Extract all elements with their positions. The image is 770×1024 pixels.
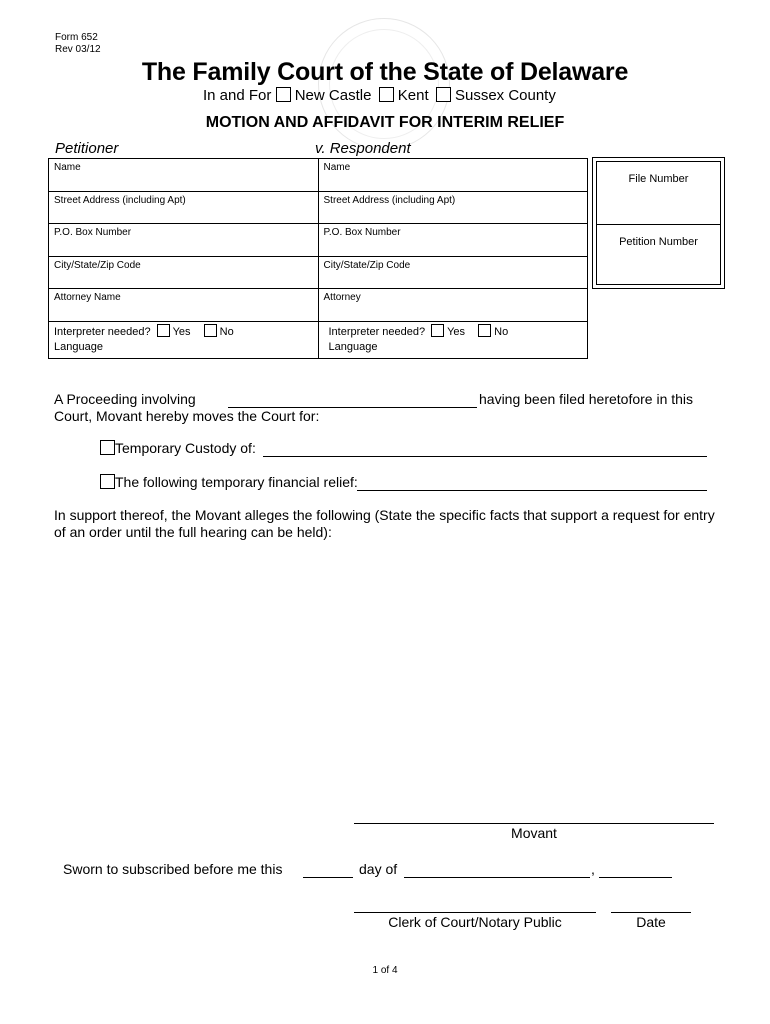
petitioner-street-field[interactable]	[49, 192, 319, 224]
support-statement: In support thereof, the Movant alleges the following (State the specific facts that support a request for entry of an order until the full hearing can be held):	[54, 507, 715, 540]
petitioner-language-label: Language	[54, 341, 103, 353]
petitioner-attorney-field[interactable]	[49, 289, 319, 322]
respondent-no-label: No	[494, 326, 509, 338]
custody-label: Temporary Custody of:	[115, 440, 256, 456]
petitioner-yes-label: Yes	[172, 326, 191, 338]
form-number: Form 652	[55, 32, 98, 43]
petition-number-label: Petition Number	[619, 236, 698, 248]
petitioner-interpreter-label: Interpreter needed?	[54, 326, 151, 338]
financial-label: The following temporary financial relief:	[115, 474, 358, 490]
respondent-interpreter-field	[318, 322, 588, 359]
petition-number-field[interactable]	[597, 226, 720, 284]
movant-label: Movant	[511, 825, 557, 841]
respondent-pobox-field[interactable]	[318, 224, 588, 257]
petitioner-no-label: No	[219, 326, 234, 338]
respondent-pobox-label: P.O. Box Number	[323, 227, 401, 238]
custody-line[interactable]	[263, 456, 707, 457]
page-number: 1 of 4	[372, 965, 398, 976]
sworn-month-line[interactable]	[404, 877, 590, 878]
form-meta	[55, 32, 101, 56]
movant-signature-line[interactable]	[354, 823, 714, 824]
respondent-city-label: City/State/Zip Code	[323, 260, 411, 271]
date-signature-line[interactable]	[611, 912, 691, 913]
kent-label: Kent	[397, 87, 429, 104]
respondent-yes-label: Yes	[447, 326, 466, 338]
file-number-label: File Number	[628, 173, 689, 185]
proceeding-line2: Court, Movant hereby moves the Court for:	[54, 408, 320, 424]
petitioner-heading: Petitioner	[55, 140, 119, 157]
county-selector	[203, 87, 556, 104]
clerk-label: Clerk of Court/Notary Public	[388, 914, 562, 930]
custody-checkbox[interactable]	[100, 440, 115, 455]
sworn-comma: ,	[591, 861, 595, 877]
proceeding-tail: having been filed heretofore in this	[479, 391, 694, 407]
respondent-name-label: Name	[323, 162, 351, 173]
respondent-language-label: Language	[328, 341, 378, 353]
sworn-lead: Sworn to subscribed before me this	[63, 861, 283, 877]
respondent-name-field[interactable]	[318, 159, 588, 192]
new-castle-checkbox[interactable]	[276, 87, 291, 102]
respondent-street-field[interactable]	[318, 192, 588, 224]
court-name: The Family Court of the State of Delaware	[141, 58, 629, 86]
facts-area[interactable]	[54, 545, 722, 805]
respondent-attorney-label: Attorney	[323, 292, 361, 303]
respondent-street-label: Street Address (including Apt)	[323, 195, 456, 206]
petitioner-attorney-label: Attorney Name	[54, 292, 121, 303]
sworn-year-line[interactable]	[599, 877, 672, 878]
petitioner-interpreter-yes-checkbox[interactable]	[157, 324, 170, 337]
in-and-for-label: In and For	[203, 87, 272, 104]
respondent-attorney-field[interactable]	[318, 289, 588, 322]
respondent-interpreter-no-checkbox[interactable]	[478, 324, 491, 337]
petitioner-pobox-label: P.O. Box Number	[54, 227, 132, 238]
petitioner-interpreter-no-checkbox[interactable]	[204, 324, 217, 337]
respondent-city-field[interactable]	[318, 257, 588, 289]
kent-checkbox[interactable]	[379, 87, 394, 102]
custody-option	[100, 440, 256, 456]
sussex-checkbox[interactable]	[436, 87, 451, 102]
respondent-heading: v. Respondent	[315, 140, 411, 157]
date-label: Date	[636, 914, 666, 930]
petitioner-street-label: Street Address (including Apt)	[54, 195, 186, 206]
petitioner-interpreter-field	[49, 322, 319, 359]
document-title: MOTION AND AFFIDAVIT FOR INTERIM RELIEF	[205, 114, 565, 131]
proceeding-lead: A Proceeding involving	[54, 391, 196, 407]
clerk-signature-line[interactable]	[354, 912, 596, 913]
file-number-field[interactable]	[597, 162, 720, 225]
petitioner-name-label: Name	[54, 162, 81, 173]
petitioner-pobox-field[interactable]	[49, 224, 319, 257]
financial-option	[100, 474, 358, 490]
form-revision: Rev 03/12	[55, 44, 101, 55]
respondent-interpreter-label: Interpreter needed?	[328, 326, 426, 338]
case-number-box	[592, 157, 725, 289]
new-castle-label: New Castle	[294, 87, 372, 104]
petitioner-name-field[interactable]	[49, 159, 319, 192]
respondent-interpreter-yes-checkbox[interactable]	[431, 324, 444, 337]
day-of-label: day of	[359, 861, 398, 877]
petitioner-city-label: City/State/Zip Code	[54, 260, 141, 271]
financial-line[interactable]	[357, 490, 707, 491]
sussex-label: Sussex County	[454, 87, 556, 104]
sworn-day-line[interactable]	[303, 877, 353, 878]
petitioner-city-field[interactable]	[49, 257, 319, 289]
financial-checkbox[interactable]	[100, 474, 115, 489]
parties-table	[48, 158, 588, 359]
